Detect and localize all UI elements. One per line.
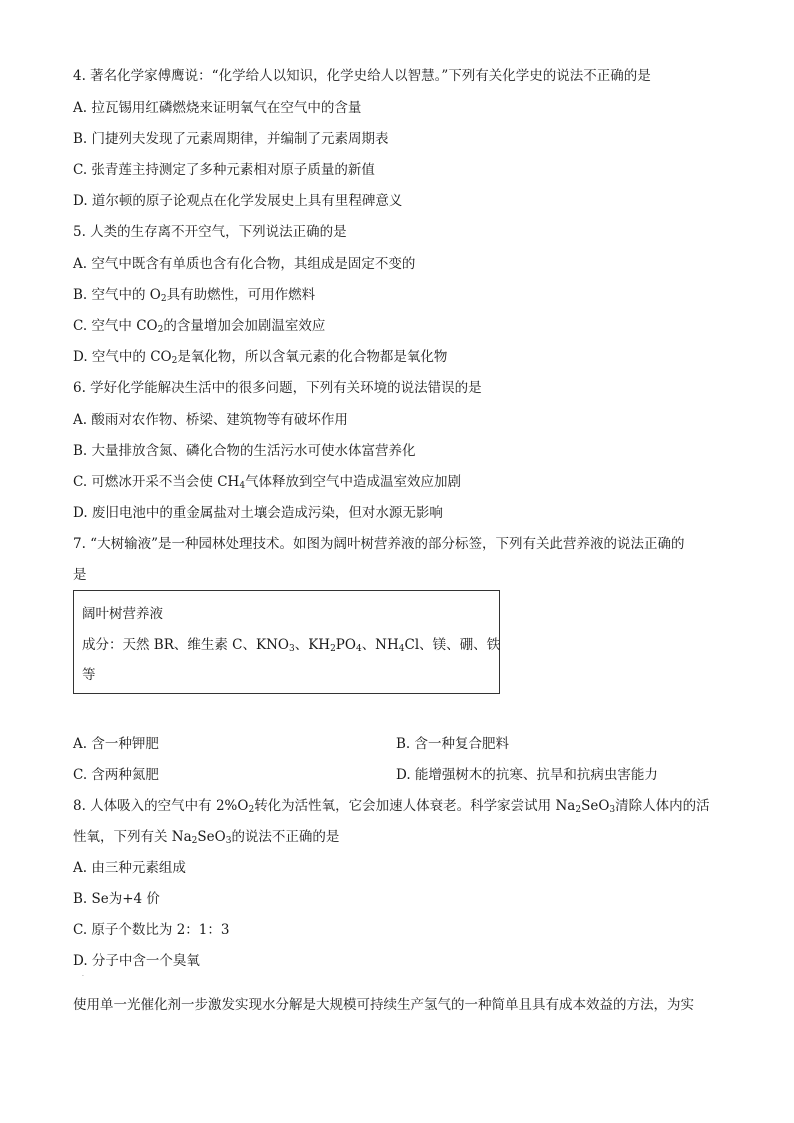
q8-l1-sub1: 2 — [248, 805, 255, 815]
q7-option-d: D. 能增强树木的抗寒、抗旱和抗病虫害能力 — [396, 767, 658, 783]
q8-l1-text-3: SeO — [581, 798, 610, 814]
ing-text-3: PO — [335, 637, 356, 653]
q7-stem-line1: 7. “大树输液”是一种园林处理技术。如图为阔叶树营养液的部分标签，下列有关此营养液的说法正确的 — [73, 536, 685, 552]
q5-option-c — [73, 316, 325, 336]
q6-c-sub: 4 — [239, 481, 246, 491]
q5-d-text-2: 是氧化物，所以含氧元素的化合物都是氧化物 — [177, 349, 448, 365]
q8-option-a: A. 由三种元素组成 — [73, 860, 186, 876]
label-title: 阔叶树营养液 — [82, 606, 163, 622]
q6-option-a: A. 酸雨对农作物、桥梁、建筑物等有破坏作用 — [73, 412, 348, 428]
ing-text-1: 成分：天然 BR、维生素 C、KNO — [82, 637, 289, 653]
q8-l2-text: 性氧，下列有关 Na — [73, 829, 192, 845]
q5-option-d — [73, 347, 447, 367]
q4-stem: 4. 著名化学家傅鹰说：“化学给人以知识，化学史给人以智慧。”下列有关化学史的说法不正确的是 — [73, 68, 651, 84]
ing-sub-4: 4 — [398, 644, 405, 654]
stray-mark: · — [82, 973, 84, 980]
label-ingredients-line2: 等 — [82, 667, 96, 683]
ing-text-4: 、NH — [361, 637, 399, 653]
q6-option-b: B. 大量排放含氮、磷化合物的生活污水可使水体富营养化 — [73, 443, 416, 459]
q5-option-b — [73, 285, 315, 305]
q7-option-c: C. 含两种氮肥 — [73, 767, 159, 783]
q8-option-b: B. Se为+4 价 — [73, 891, 160, 907]
q8-option-d: D. 分子中含一个臭氧 — [73, 953, 200, 969]
q4-option-b: B. 门捷列夫发现了元素周期律，并编制了元素周期表 — [73, 131, 389, 147]
q5-d-sub: 2 — [171, 356, 178, 366]
q4-option-a: A. 拉瓦锡用红磷燃烧来证明氧气在空气中的含量 — [73, 100, 362, 116]
q7-option-a: A. 含一种钾肥 — [73, 736, 159, 752]
nutrient-label-box — [73, 590, 500, 694]
q7-stem-line2: 是 — [73, 567, 87, 583]
ing-sub-2: 2 — [330, 644, 336, 654]
ing-sub-1: 3 — [288, 644, 295, 654]
q5-c-sub: 2 — [157, 325, 164, 335]
q8-l2-sub2: 3 — [225, 836, 232, 846]
q8-l2-text-2: SeO — [197, 829, 226, 845]
q8-stem-line1 — [73, 796, 710, 816]
q8-l1-sub3: 3 — [609, 805, 616, 815]
q6-c-text-2: 气体释放到空气中造成温室效应加剧 — [245, 474, 462, 490]
q6-c-text: C. 可燃冰开采不当会使 CH — [73, 474, 240, 490]
q6-option-d: D. 废旧电池中的重金属盐对土壤会造成污染，但对水源无影响 — [73, 505, 443, 521]
label-ingredients — [82, 635, 500, 655]
q6-option-c — [73, 472, 461, 492]
q8-l2-sub1: 2 — [191, 836, 198, 846]
q8-l1-sub2: 2 — [575, 805, 582, 815]
q8-l1-text-2: 转化为活性氧，它会加速人体衰老。科学家尝试用 Na — [254, 798, 576, 814]
q8-stem-line2 — [73, 827, 339, 847]
q6-stem: 6. 学好化学能解决生活中的很多问题，下列有关环境的说法错误的是 — [73, 380, 482, 396]
q8-l1-text-4: 清除人体内的活 — [615, 798, 710, 814]
q5-d-text: D. 空气中的 CO — [73, 349, 172, 365]
q8-option-c: C. 原子个数比为 2：1：3 — [73, 922, 230, 938]
ing-text-5: Cl、镁、硼、铁 — [404, 637, 501, 653]
q5-stem: 5. 人类的生存离不开空气，下列说法正确的是 — [73, 224, 347, 240]
q7-option-b: B. 含一种复合肥料 — [396, 736, 510, 752]
q8-l2-text-3: 的说法不正确的是 — [231, 829, 340, 845]
q5-b-text: B. 空气中的 O — [73, 287, 161, 303]
q5-b-sub: 2 — [160, 294, 167, 304]
q5-option-a: A. 空气中既含有单质也含有化合物，其组成是固定不变的 — [73, 256, 416, 272]
q4-option-d: D. 道尔顿的原子论观点在化学发展史上具有里程碑意义 — [73, 193, 403, 209]
q5-b-text-2: 具有助燃性，可用作燃料 — [166, 287, 316, 303]
ing-text-2: 、KH — [294, 637, 331, 653]
passage-line: 使用单一光催化剂一步激发实现水分解是大规模可持续生产氢气的一种简单且具有成本效益的方法，为实 — [73, 997, 694, 1013]
q8-l1-text: 8. 人体吸入的空气中有 2%O — [73, 798, 249, 814]
ing-sub-3: 4 — [355, 644, 362, 654]
q5-c-text-2: 的含量增加会加剧温室效应 — [163, 318, 326, 334]
q4-option-c: C. 张青莲主持测定了多种元素相对原子质量的新值 — [73, 162, 375, 178]
q5-c-text: C. 空气中 CO — [73, 318, 158, 334]
